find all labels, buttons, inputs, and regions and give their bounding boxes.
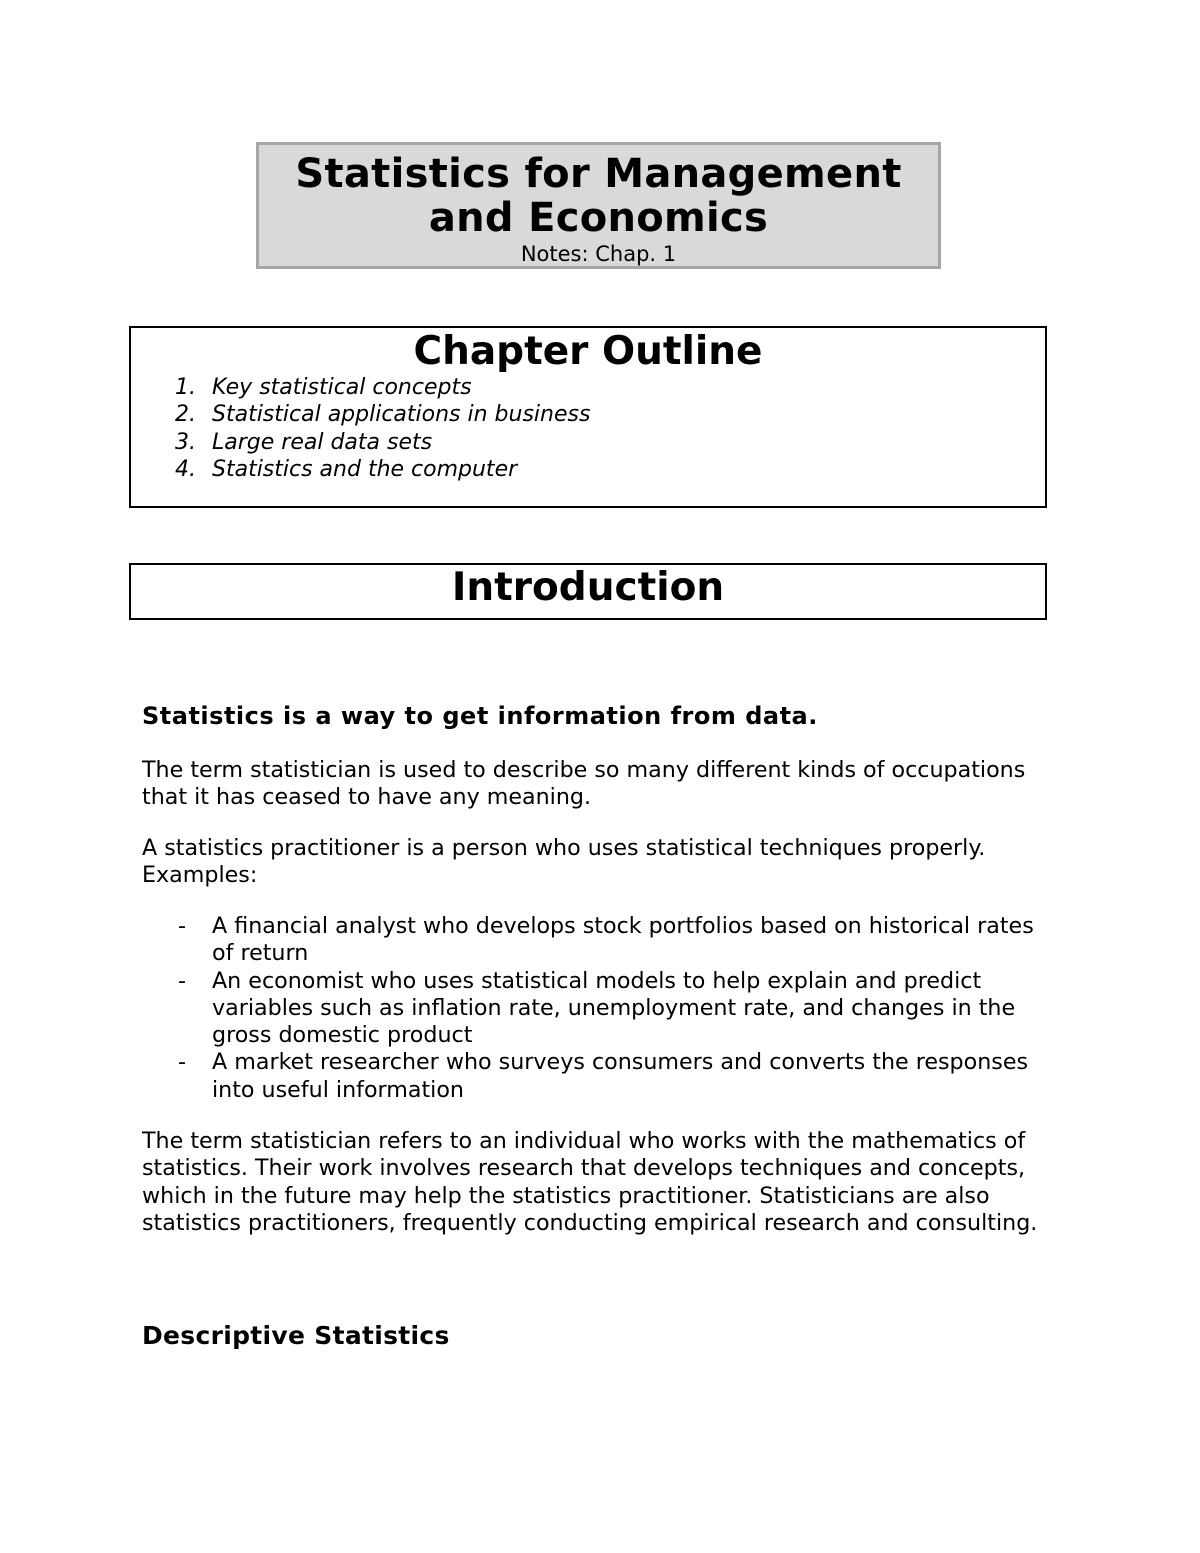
outline-item [175, 429, 590, 456]
examples-list [142, 913, 1062, 1104]
outline-item [175, 401, 590, 428]
bullet-dash: - [178, 913, 187, 939]
outline-item-number: 3. [175, 429, 196, 455]
document-title-box [256, 142, 941, 269]
section-heading-descriptive-statistics: Descriptive Statistics [142, 1321, 450, 1350]
lead-statement: Statistics is a way to get information from data. [142, 702, 818, 730]
chapter-outline-list [175, 374, 590, 483]
chapter-outline-heading: Chapter Outline [413, 329, 763, 374]
document-title-line-2: and Economics [428, 195, 769, 241]
outline-item-text: Key statistical concepts [212, 375, 472, 400]
list-item-text: An economist who uses statistical models to help explain and predict variables such as inflation rate, unemployment rate, and changes in the gross domestic product [212, 967, 1016, 1049]
list-item [142, 968, 1062, 1050]
paragraph-statistician-definition: The term statistician refers to an individual who works with the mathematics of statistics. Their work involves research that develops techniques and concepts, which in the future may help the statistics practitioner. Statisticians are also statistics practitioners, frequently conducting empirical research and consulting. [142, 1128, 1038, 1236]
outline-item-text: Statistics and the computer [212, 456, 518, 482]
outline-item [175, 374, 590, 401]
bullet-dash: - [178, 1049, 187, 1076]
list-item-text: A market researcher who surveys consumers and converts the responses into useful information [212, 1049, 1029, 1103]
outline-item-number: 4. [175, 456, 196, 482]
document-subtitle: Notes: Chap. 1 [520, 242, 677, 266]
document-title-line-1: Statistics for Management [295, 151, 902, 197]
chapter-outline-box [129, 326, 1047, 508]
bullet-dash: - [178, 967, 187, 994]
paragraph-statistician-term: The term statistician is used to describe so many different kinds of occupations that it has ceased to have any meaning. [142, 757, 1026, 811]
list-item-text: A financial analyst who develops stock portfolios based on historical rates of return [212, 913, 1034, 967]
introduction-heading-box [129, 563, 1047, 620]
paragraph-practitioner [142, 835, 1062, 890]
document-title [259, 152, 938, 240]
introduction-heading: Introduction [451, 565, 725, 610]
list-item [142, 913, 1062, 968]
outline-item-number: 2. [175, 402, 196, 428]
outline-item-text: Statistical applications in business [212, 402, 591, 428]
list-item [142, 1049, 1062, 1104]
outline-item-text: Large real data sets [212, 429, 433, 455]
outline-item-number: 1. [175, 375, 196, 400]
outline-item [175, 456, 590, 483]
paragraph-practitioner-line: A statistics practitioner is a person who uses statistical techniques properly. [142, 835, 986, 861]
paragraph-examples-label: Examples: [142, 862, 258, 889]
